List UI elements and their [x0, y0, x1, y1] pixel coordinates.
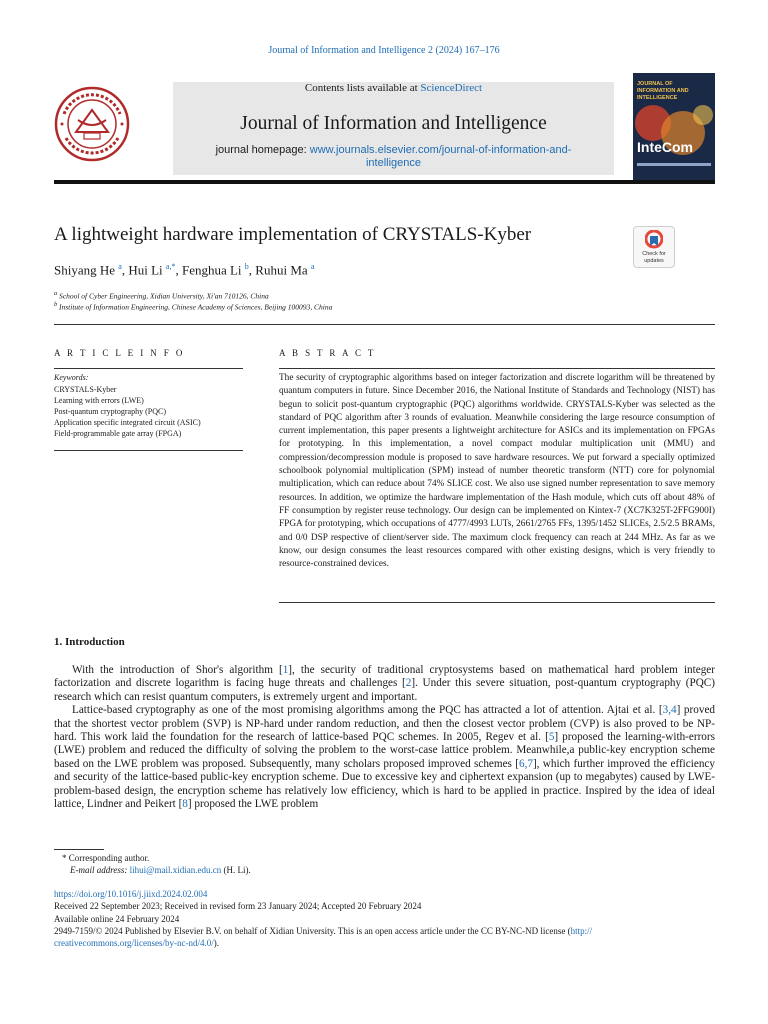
received-dates: Received 22 September 2023; Received in revised form 23 January 2024; Accepted 20 February 2024 — [54, 901, 422, 912]
email-suffix: (H. Li). — [223, 865, 251, 875]
abstract-heading: A B S T R A C T — [279, 348, 376, 358]
paper-title: A lightweight hardware implementation of CRYSTALS-Kyber — [54, 224, 532, 245]
citation-link[interactable]: 1 — [282, 664, 289, 676]
keyword-item: Learning with errors (LWE) — [54, 396, 144, 405]
author-affil-sup[interactable]: a,* — [165, 262, 176, 271]
available-online: Available online 24 February 2024 — [54, 913, 180, 924]
citation-link[interactable]: 2 — [405, 677, 412, 690]
journal-name: Journal of Information and Intelligence — [240, 113, 547, 134]
author-affil-sup[interactable]: a — [310, 262, 315, 271]
contents-line — [173, 82, 614, 94]
abstract-text: The security of cryptographic algorithms based on integer factorization and discrete logarithm will be threatened by quantum computers in future. Since December 2016, the National Institute of Standards and Technology (NIST) has begun to solicit post-quantum cryptographic (PQC) algorithms worldwide. CRYSTALS-Kyber was selected as the standard of PQC algorithm after 3 rounds of evaluation. Meanwhile considering the large resource consumption of current implementation, this paper presents a lightweight architecture for ASICs and its implementation on FPGAs for prototyping. In this implementation, a novel compact modular multiplication unit (MMU) and compression/decompression module is proposed to save hardware resources. We put forward a specially optimized schoolbook polynomial multiplication (SPM) instead of number theoretic transform (NTT) core for polynomial multiplication, which can reduce about 74% SLICE cost. We also use signed number representation to save memory resources. In addition, we optimize the hardware implementation of the Hash module, which cuts off about 48% of FF consumption by register reuse technology. Our design can be implemented on Kintex-7 (XC7K325T-2FFG900I) FPGA for prototyping, which occupations of 4777/4993 LUTs, 2661/2765 FFs, 1395/1452 SLICEs, 2.5/2.5 BRAMs, and 0/0 DSP respective of client/server side. The maximum clock frequency can reach at 244 MHz. As far as we know, our design consumes the least resources compared with other existing designs, which is very friendly to resource-constrained devices. — [279, 373, 715, 570]
text-run: With the introduction of Shor's algorithm [ — [72, 664, 283, 676]
section-heading-introduction: 1. Introduction — [54, 636, 125, 648]
keywords-list — [54, 384, 244, 439]
copyright-end: ). — [213, 938, 220, 949]
xidian-university-seal-logo — [54, 86, 130, 162]
affiliation — [54, 290, 269, 301]
divider — [54, 324, 715, 325]
keywords-label: Keywords: — [54, 373, 89, 382]
author-name[interactable]: Shiyang He — [54, 262, 116, 278]
author-name[interactable]: Ruhui Ma — [255, 262, 308, 278]
affiliation — [54, 301, 332, 312]
author-name[interactable]: Hui Li — [128, 262, 163, 278]
author-list: Shiyang He $^a$, Hui Li $^{a,*}$, Fenghua Li $^b$, Ruhui Ma $^a$ — [54, 262, 315, 278]
journal-cover-image — [633, 73, 715, 183]
affiliation-text: School of Cyber Engineering, Xidian University, Xi'an 710126, China — [59, 291, 269, 301]
affiliation-sup: a — [54, 290, 58, 297]
citation-link[interactable]: 8 — [182, 798, 188, 811]
text-run: ], the security of traditional cryptosystems based on mathematical hard problem integer factorization and discrete logarithm is facing huge threats and challenges [ — [54, 664, 715, 690]
divider — [279, 602, 715, 603]
check-updates-line2: updates — [644, 257, 664, 264]
keyword-item: Post-quantum cryptography (PQC) — [54, 407, 166, 416]
homepage-label: journal homepage: — [215, 144, 307, 156]
divider — [279, 368, 715, 369]
paragraph — [54, 704, 715, 811]
text-run: ] proposed the LWE problem — [187, 798, 319, 811]
doi-link[interactable]: https://doi.org/10.1016/j.jiixd.2024.02.004 — [54, 889, 208, 899]
corresponding-author-note: * Corresponding author. — [62, 853, 150, 863]
keyword-item: Field-programmable gate array (FPGA) — [54, 429, 182, 438]
sciencedirect-link[interactable]: ScienceDirect — [420, 82, 483, 94]
divider — [54, 450, 243, 451]
citation-link[interactable]: 3,4 — [662, 704, 677, 717]
text-run: ] proved that the shortest vector problem (SVP) is NP-hard under random reduction, and then the closest vector problem (CVP) is also proved to be NP-hard. This work laid the foundation for the research of lattice-based PQC schemes. In 2005, Regev et al. [ — [54, 704, 715, 744]
keyword-item: Application specific integrated circuit (ASIC) — [54, 418, 201, 427]
header-rule — [54, 180, 715, 184]
journal-citation-link[interactable]: Journal of Information and Intelligence 2 (2024) 167–176 — [268, 45, 500, 56]
journal-homepage — [173, 144, 614, 170]
license-link-cont[interactable]: creativecommons.org/licenses/by-nc-nd/4.0/ — [54, 938, 214, 949]
copyright-text: 2949-7159/© 2024 Published by Elsevier B.V. on behalf of Xidian University. This is an open access article under the CC BY-NC-ND license ( — [54, 925, 571, 936]
check-updates-icon — [645, 230, 663, 250]
text-run: ]. Under this severe situation, post-quantum cryptography (PQC) research which can resist quantum computers, is extremely urgent and important. — [54, 677, 715, 703]
citation-link[interactable]: 5 — [548, 731, 555, 744]
paragraph — [54, 664, 715, 704]
article-info-heading: A R T I C L E I N F O — [54, 348, 185, 358]
email-label: E-mail address: — [70, 865, 128, 875]
homepage-url[interactable]: www.journals.elsevier.com/journal-of-information-and- — [309, 144, 572, 156]
copyright-line — [54, 925, 715, 950]
affiliation-text: Institute of Information Engineering, Chinese Academy of Sciences, Beijing 100093, China — [59, 302, 333, 312]
author-name[interactable]: Fenghua Li — [181, 262, 242, 278]
email-line — [54, 864, 251, 876]
author-affil-sup[interactable]: b — [244, 262, 249, 271]
license-link[interactable]: http:// — [570, 925, 593, 936]
contents-prefix: Contents lists available at — [304, 82, 418, 94]
cover-stripe — [637, 163, 711, 166]
cover-brand: InteCom — [637, 139, 693, 155]
footnote — [54, 852, 251, 876]
text-run: Lattice-based cryptography as one of the most promising algorithms among the PQC has attracted a lot of attention. Ajtai et al. [ — [72, 704, 663, 717]
keyword-item: CRYSTALS-Kyber — [54, 385, 117, 394]
footnote-divider — [54, 849, 104, 850]
introduction-body — [54, 664, 715, 811]
text-run: ] proposed the learning-with-errors (LWE) problem and reduced the difficulty of solving the problem to the worst-case lattice problem. Meanwhile,a public-key encryption scheme based on the LWE problem was proposed. Subsequently, many scholars proposed improved schemes [ — [54, 731, 715, 770]
divider — [54, 368, 243, 369]
check-for-updates-button[interactable] — [633, 226, 675, 268]
text-run: ], which further improved the efficiency and security of the lattice-based public-key encryption scheme. Due to excessive key and ciphertext expansion (up to megabytes) caused by LWE-problem-based design, the encryption scheme has relatively low efficiency, which is hard to be applied in practice. Inspired by the idea of ideal lattice, Lindner and Peikert [ — [54, 757, 715, 811]
publication-info — [54, 888, 715, 949]
cover-title: JOURNAL OF INFORMATION AND INTELLIGENCE — [637, 81, 689, 101]
check-updates-line1: Check for — [642, 251, 666, 257]
affiliation-sup: b — [54, 301, 58, 308]
citation-link[interactable]: 6,7 — [518, 757, 533, 770]
author-affil-sup[interactable]: a — [118, 262, 122, 271]
homepage-url-cont[interactable]: intelligence — [365, 157, 422, 169]
email-link[interactable]: lihui@mail.xidian.edu.cn — [129, 865, 222, 875]
